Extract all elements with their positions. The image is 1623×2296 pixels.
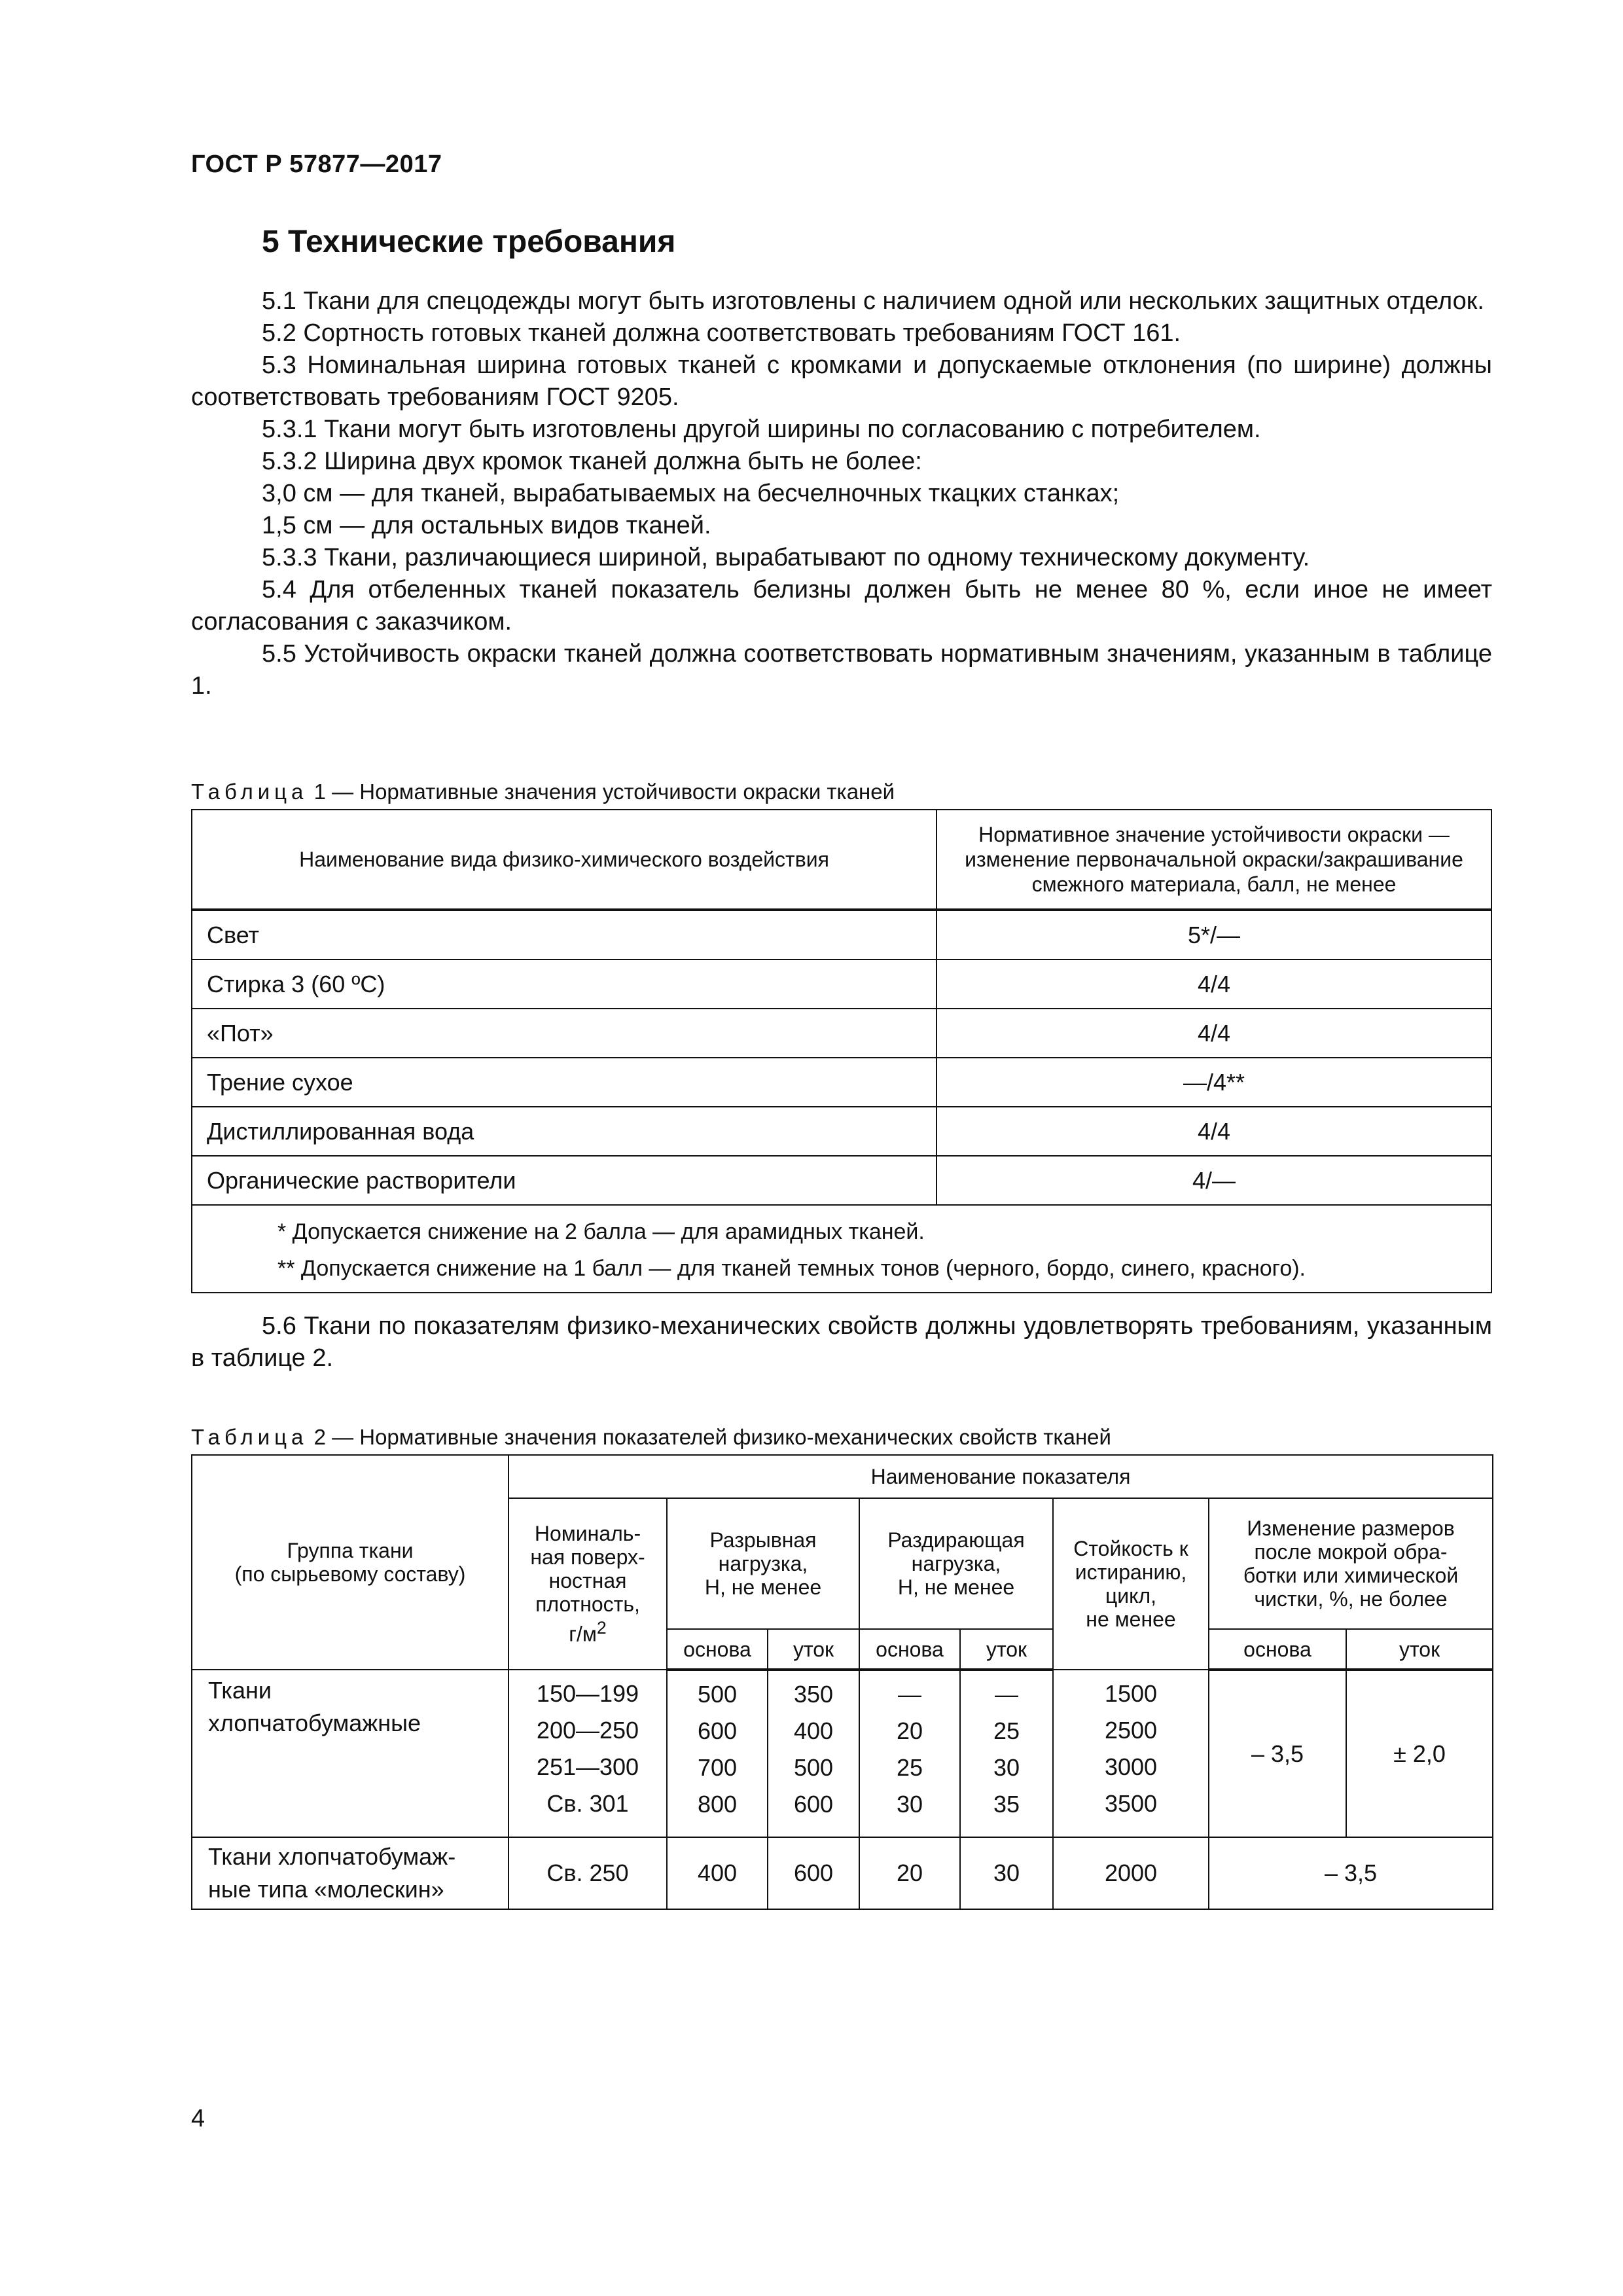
table1-row-value: 4/— bbox=[936, 1156, 1491, 1205]
table2-tear-warp-cell bbox=[859, 1670, 960, 1837]
table2-sub-weft: уток bbox=[768, 1629, 859, 1670]
table1-row-value: 4/4 bbox=[936, 1107, 1491, 1156]
table2-tear-weft-cell bbox=[960, 1670, 1053, 1837]
table1-row-name: Трение сухое bbox=[192, 1058, 936, 1107]
table1-footnote-2: ** Допускается снижение на 1 балл — для тканей темных тонов (черного, бордо, синего, красного). bbox=[277, 1256, 1306, 1281]
cell-value: 251—300 bbox=[536, 1753, 639, 1780]
paragraph-5-1: 5.1 Ткани для спецодежды могут быть изготовлены с наличием одной или нескольких защитных отделок. bbox=[262, 287, 1484, 315]
table1-row-name: Стирка 3 (60 ºС) bbox=[192, 960, 936, 1009]
table2-sub-warp: основа bbox=[667, 1629, 768, 1670]
header-line: ботки или химической bbox=[1243, 1564, 1459, 1587]
header-line: Изменение размеров bbox=[1247, 1516, 1455, 1540]
cell-value: 500 bbox=[697, 1681, 738, 1708]
cell-value: 30 bbox=[993, 1754, 1020, 1781]
table-row bbox=[192, 910, 1491, 960]
cell-value: 500 bbox=[793, 1754, 834, 1781]
table1 bbox=[191, 809, 1492, 1293]
cell-value: 25 bbox=[896, 1754, 923, 1781]
header-line: Раздирающая bbox=[887, 1528, 1025, 1552]
header-line: не менее bbox=[1086, 1607, 1176, 1631]
table1-row-name: Дистиллированная вода bbox=[192, 1107, 936, 1156]
table1-footnotes bbox=[192, 1205, 1491, 1293]
table1-footnote-1: * Допускается снижение на 2 балла — для арамидных тканей. bbox=[277, 1219, 925, 1244]
table1-row-name: Свет bbox=[192, 910, 936, 960]
cell-value: 1500 bbox=[1104, 1680, 1158, 1707]
table2-group-cell bbox=[192, 1837, 508, 1909]
cell-value: 350 bbox=[793, 1681, 834, 1708]
group-line: Ткани хлопчатобумаж- bbox=[208, 1842, 456, 1870]
header-line: плотность, bbox=[535, 1592, 640, 1617]
cell-value: 30 bbox=[896, 1791, 923, 1818]
group-line: ные типа «молескин» bbox=[208, 1875, 444, 1903]
header-line: чистки, %, не более bbox=[1254, 1587, 1448, 1611]
group-line: хлопчатобумажные bbox=[208, 1710, 421, 1736]
table-row bbox=[192, 1107, 1491, 1156]
paragraph-5-3-2: 5.3.2 Ширина двух кромок тканей должна быть не более: bbox=[262, 448, 922, 475]
table2-header-row-1 bbox=[192, 1455, 1493, 1498]
table2-break-weft-cell: 600 bbox=[768, 1837, 859, 1909]
table-row bbox=[192, 1837, 1493, 1909]
cell-value: 600 bbox=[793, 1791, 834, 1818]
table1-caption bbox=[191, 779, 895, 805]
table2-group-header-line: (по сырьевому составу) bbox=[234, 1562, 466, 1586]
table2-break-warp-cell: 400 bbox=[667, 1837, 768, 1909]
table2-tear-weft-cell: 30 bbox=[960, 1837, 1053, 1909]
header-line: после мокрой обра- bbox=[1254, 1540, 1448, 1564]
table2-group-header-line: Группа ткани bbox=[287, 1539, 414, 1562]
table1-row-value: 5*/— bbox=[936, 910, 1491, 960]
table2-sub-warp: основа bbox=[859, 1629, 960, 1670]
page-number: 4 bbox=[191, 2105, 205, 2132]
table2-tear-warp-cell: 20 bbox=[859, 1837, 960, 1909]
table1-col2-header-line: изменение первоначальной окраски/закрашивание bbox=[965, 848, 1463, 871]
cell-value: 2500 bbox=[1104, 1717, 1158, 1744]
table1-header-row bbox=[192, 810, 1491, 910]
cell-value: 3000 bbox=[1104, 1753, 1158, 1780]
header-line: ностная bbox=[548, 1569, 627, 1593]
cell-value: 20 bbox=[896, 1717, 923, 1744]
cell-value: 700 bbox=[697, 1754, 738, 1781]
table2-break-weft-cell bbox=[768, 1670, 859, 1837]
table2-caption-label: Таблица bbox=[191, 1425, 308, 1449]
cell-value: Св. 301 bbox=[546, 1790, 629, 1817]
section-title: 5 Технические требования bbox=[262, 224, 676, 259]
table2-sub-warp: основа bbox=[1209, 1629, 1346, 1670]
table1-row-name: «Пот» bbox=[192, 1009, 936, 1058]
table2-tearing-header bbox=[859, 1498, 1053, 1629]
table-row bbox=[192, 960, 1491, 1009]
paragraph-5-5: 5.5 Устойчивость окраски тканей должна соответствовать нормативным значениям, указанным в таблице 1. bbox=[191, 640, 1492, 700]
paragraph-5-3: 5.3 Номинальная ширина готовых тканей с кромками и допускаемые отклонения (по ширине) должны соответствовать требованиям ГОСТ 9205. bbox=[191, 351, 1492, 411]
cell-value: 200—250 bbox=[536, 1717, 639, 1744]
table2-caption bbox=[191, 1424, 1111, 1450]
cell-value: 150—199 bbox=[536, 1680, 639, 1707]
table2-density-cell: Св. 250 bbox=[508, 1837, 667, 1909]
table1-caption-label: Таблица bbox=[191, 780, 308, 804]
table-row bbox=[192, 1058, 1491, 1107]
document-id-header: ГОСТ Р 57877—2017 bbox=[191, 151, 442, 178]
table2-caption-text: 2 — Нормативные значения показателей физико-механических свойств тканей bbox=[313, 1425, 1111, 1449]
header-line: Стойкость к bbox=[1073, 1537, 1188, 1560]
cell-value: 600 bbox=[697, 1717, 738, 1744]
header-line: г/м bbox=[569, 1622, 597, 1646]
table-row bbox=[192, 1670, 1493, 1837]
header-line: нагрузка, bbox=[911, 1552, 1001, 1575]
table2-density-cell bbox=[508, 1670, 667, 1837]
list-item-1-5cm: 1,5 см — для остальных видов тканей. bbox=[262, 512, 711, 539]
paragraph-5-4: 5.4 Для отбеленных тканей показатель белизны должен быть не менее 80 %, если иное не имеет согласования с заказчиком. bbox=[191, 576, 1492, 636]
paragraph-5-6: 5.6 Ткани по показателям физико-механических свойств должны удовлетворять требованиям, указанным в таблице 2. bbox=[191, 1312, 1492, 1372]
cell-value: 3500 bbox=[1104, 1790, 1158, 1817]
header-line: цикл, bbox=[1105, 1584, 1157, 1607]
header-line: Н, не менее bbox=[897, 1575, 1015, 1599]
paragraph-5-2: 5.2 Сортность готовых тканей должна соответствовать требованиям ГОСТ 161. bbox=[262, 319, 1181, 347]
table2-density-header bbox=[508, 1498, 667, 1670]
table1-footnotes-row bbox=[192, 1205, 1491, 1293]
section-body bbox=[191, 285, 1492, 702]
table2-indicator-header: Наименование показателя bbox=[508, 1455, 1493, 1498]
header-line: ная поверх- bbox=[530, 1545, 645, 1570]
table2-breaking-header bbox=[667, 1498, 859, 1629]
table1-col2-header-line: Нормативное значение устойчивости окраски — bbox=[978, 823, 1450, 846]
table2-group-cell bbox=[192, 1670, 508, 1837]
table2-abrasion-header bbox=[1053, 1498, 1209, 1670]
header-line: Разрывная bbox=[709, 1528, 817, 1552]
table1-row-name: Органические растворители bbox=[192, 1156, 936, 1205]
header-line: Н, не менее bbox=[704, 1575, 822, 1599]
cell-value: — bbox=[898, 1681, 921, 1708]
cell-value: 35 bbox=[993, 1791, 1020, 1818]
table2-break-warp-cell bbox=[667, 1670, 768, 1837]
table1-caption-text: 1 — Нормативные значения устойчивости окраски тканей bbox=[313, 780, 895, 804]
header-line: истиранию, bbox=[1075, 1560, 1187, 1584]
header-line: Номиналь- bbox=[534, 1522, 641, 1546]
table2-shrink-header bbox=[1209, 1498, 1493, 1629]
table2-abrasion-cell: 2000 bbox=[1053, 1837, 1209, 1909]
table2-shrink-weft-cell: ± 2,0 bbox=[1346, 1670, 1493, 1837]
list-item-3cm: 3,0 см — для тканей, вырабатываемых на бесчелночных ткацких станках; bbox=[262, 480, 1120, 507]
table2-shrink-warp-cell: – 3,5 bbox=[1209, 1670, 1346, 1837]
paragraph-5-6-block bbox=[191, 1310, 1492, 1374]
table2-shrink-cell: – 3,5 bbox=[1209, 1837, 1493, 1909]
table1-col2-header bbox=[936, 810, 1491, 910]
table1-row-value: —/4** bbox=[936, 1058, 1491, 1107]
table2 bbox=[191, 1454, 1493, 1910]
table1-col2-header-line: смежного материала, балл, не менее bbox=[1031, 872, 1397, 896]
cell-value: 800 bbox=[697, 1791, 738, 1818]
table2-abrasion-cell bbox=[1053, 1670, 1209, 1837]
cell-value: 25 bbox=[993, 1717, 1020, 1744]
group-line: Ткани bbox=[208, 1677, 272, 1704]
superscript: 2 bbox=[596, 1618, 607, 1638]
table-row bbox=[192, 1009, 1491, 1058]
table1-col1-header: Наименование вида физико-химического воздействия bbox=[192, 810, 936, 910]
cell-value: 400 bbox=[793, 1717, 834, 1744]
paragraph-5-3-3: 5.3.3 Ткани, различающиеся шириной, вырабатывают по одному техническому документу. bbox=[262, 544, 1310, 571]
table2-sub-weft: уток bbox=[1346, 1629, 1493, 1670]
header-line: нагрузка, bbox=[718, 1552, 808, 1575]
table1-row-value: 4/4 bbox=[936, 960, 1491, 1009]
cell-value: — bbox=[995, 1681, 1018, 1708]
paragraph-5-3-1: 5.3.1 Ткани могут быть изготовлены другой ширины по согласованию с потребителем. bbox=[262, 416, 1261, 443]
table2-group-header bbox=[192, 1455, 508, 1670]
table1-row-value: 4/4 bbox=[936, 1009, 1491, 1058]
table-row bbox=[192, 1156, 1491, 1205]
table2-sub-weft: уток bbox=[960, 1629, 1053, 1670]
